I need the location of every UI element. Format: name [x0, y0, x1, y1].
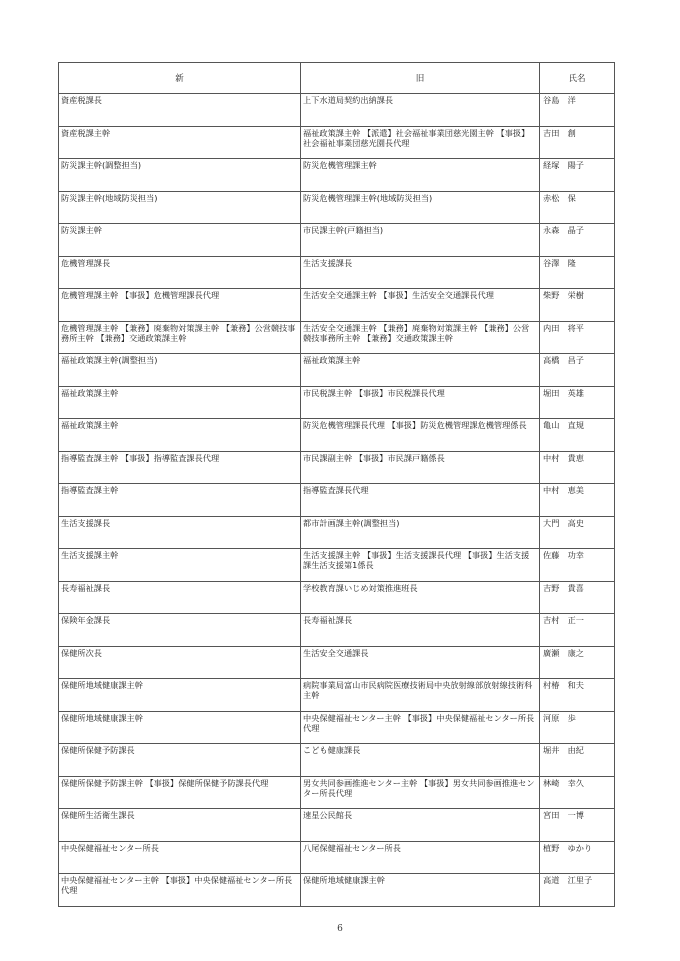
cell-name: 中村 貴恵 — [540, 451, 615, 484]
cell-new: 長寿福祉課長 — [59, 581, 301, 614]
table-row — [59, 191, 615, 224]
table-row — [59, 549, 615, 582]
table-row — [59, 289, 615, 322]
cell-old: 病院事業局富山市民病院医療技術局中央放射線部放射線技術科主幹 — [301, 679, 540, 712]
cell-new: 防災課主幹(調整担当) — [59, 159, 301, 192]
cell-new: 危機管理課主幹 【事扱】危機管理課長代理 — [59, 289, 301, 322]
cell-new: 生活支援課長 — [59, 516, 301, 549]
cell-name: 吉村 正一 — [540, 614, 615, 647]
cell-old: 市民税課主幹 【事扱】市民税課長代理 — [301, 386, 540, 419]
cell-new: 防災課主幹(地域防災担当) — [59, 191, 301, 224]
cell-name: 赤松 保 — [540, 191, 615, 224]
cell-name: 吉野 貴喜 — [540, 581, 615, 614]
cell-name: 谷島 洋 — [540, 94, 615, 127]
table-body — [59, 94, 615, 907]
cell-new: 保健所保健予防課長 — [59, 744, 301, 777]
cell-old: 保健所地域健康課主幹 — [301, 874, 540, 907]
cell-new: 保健所地域健康課主幹 — [59, 679, 301, 712]
table-row — [59, 386, 615, 419]
table-row — [59, 711, 615, 744]
table-row — [59, 354, 615, 387]
cell-name: 林崎 幸久 — [540, 776, 615, 809]
table-header-row — [59, 63, 615, 94]
cell-new: 指導監査課主幹 【事扱】指導監査課長代理 — [59, 451, 301, 484]
cell-old: 生活安全交通課主幹 【兼務】廃棄物対策課主幹 【兼務】公営競技事務所主幹 【兼務】交通政策課主幹 — [301, 321, 540, 354]
cell-old: 学校教育課いじめ対策推進班長 — [301, 581, 540, 614]
cell-name: 内田 将平 — [540, 321, 615, 354]
table-row — [59, 451, 615, 484]
cell-name: 村椿 和夫 — [540, 679, 615, 712]
cell-new: 中央保健福祉センター主幹 【事扱】中央保健福祉センター所長代理 — [59, 874, 301, 907]
cell-new: 危機管理課長 — [59, 256, 301, 289]
cell-old: 防災危機管理課長代理 【事扱】防災危機管理課危機管理係長 — [301, 419, 540, 452]
cell-old: 防災危機管理課主幹(地域防災担当) — [301, 191, 540, 224]
cell-old: 男女共同参画推進センター主幹 【事扱】男女共同参画推進センター所長代理 — [301, 776, 540, 809]
table-row — [59, 126, 615, 159]
cell-old: 中央保健福祉センター主幹 【事扱】中央保健福祉センター所長代理 — [301, 711, 540, 744]
cell-new: 保健所次長 — [59, 646, 301, 679]
cell-old: 市民課主幹(戸籍担当) — [301, 224, 540, 257]
cell-name: 大門 高史 — [540, 516, 615, 549]
table-row — [59, 321, 615, 354]
cell-name: 河原 歩 — [540, 711, 615, 744]
page-number: 6 — [337, 924, 343, 934]
cell-old: 生活安全交通課長 — [301, 646, 540, 679]
cell-name: 谷澤 隆 — [540, 256, 615, 289]
table-row — [59, 224, 615, 257]
cell-old: 市民課副主幹 【事扱】市民課戸籍係長 — [301, 451, 540, 484]
cell-old: 生活安全交通課主幹 【事扱】生活安全交通課長代理 — [301, 289, 540, 322]
personnel-table — [58, 62, 615, 907]
table-row — [59, 94, 615, 127]
cell-new: 中央保健福祉センター所長 — [59, 841, 301, 874]
cell-name: 高道 江里子 — [540, 874, 615, 907]
cell-name: 経塚 陽子 — [540, 159, 615, 192]
cell-new: 資産税課主幹 — [59, 126, 301, 159]
cell-old: 生活支援課長 — [301, 256, 540, 289]
cell-new: 保健所地域健康課主幹 — [59, 711, 301, 744]
header-old: 旧 — [301, 63, 540, 94]
cell-new: 生活支援課主幹 — [59, 549, 301, 582]
table-row — [59, 679, 615, 712]
header-name: 氏名 — [540, 63, 615, 94]
cell-new: 資産税課長 — [59, 94, 301, 127]
cell-name: 亀山 直規 — [540, 419, 615, 452]
cell-new: 福祉政策課主幹(調整担当) — [59, 354, 301, 387]
cell-new: 福祉政策課主幹 — [59, 386, 301, 419]
table-row — [59, 776, 615, 809]
cell-name: 廣瀬 康之 — [540, 646, 615, 679]
table-row — [59, 614, 615, 647]
cell-old: 防災危機管理課主幹 — [301, 159, 540, 192]
header-new: 新 — [59, 63, 301, 94]
cell-name: 植野 ゆかり — [540, 841, 615, 874]
cell-name: 柴野 栄樹 — [540, 289, 615, 322]
cell-new: 保険年金課長 — [59, 614, 301, 647]
table-row — [59, 874, 615, 907]
cell-new: 危機管理課主幹 【兼務】廃棄物対策課主幹 【兼務】公営競技事務所主幹 【兼務】交通政策課主幹 — [59, 321, 301, 354]
cell-new: 指導監査課主幹 — [59, 484, 301, 517]
cell-old: 生活支援課主幹 【事扱】生活支援課長代理 【事扱】生活支援課生活支援第1係長 — [301, 549, 540, 582]
cell-new: 保健所保健予防課主幹 【事扱】保健所保健予防課長代理 — [59, 776, 301, 809]
cell-old: 都市計画課主幹(調整担当) — [301, 516, 540, 549]
table-row — [59, 646, 615, 679]
table-row — [59, 419, 615, 452]
table-row — [59, 581, 615, 614]
cell-name: 吉田 創 — [540, 126, 615, 159]
cell-name: 堀井 由紀 — [540, 744, 615, 777]
table-row — [59, 809, 615, 842]
table-row — [59, 744, 615, 777]
table-row — [59, 256, 615, 289]
cell-old: 長寿福祉課長 — [301, 614, 540, 647]
cell-old: 速星公民館長 — [301, 809, 540, 842]
cell-new: 防災課主幹 — [59, 224, 301, 257]
table-row — [59, 159, 615, 192]
cell-new: 保健所生活衛生課長 — [59, 809, 301, 842]
table-row — [59, 484, 615, 517]
cell-name: 高橋 昌子 — [540, 354, 615, 387]
cell-old: こども健康課長 — [301, 744, 540, 777]
cell-name: 中村 恵美 — [540, 484, 615, 517]
cell-old: 指導監査課長代理 — [301, 484, 540, 517]
cell-old: 福祉政策課主幹 【派遣】社会福祉事業団慈光園主幹 【事扱】社会福祉事業団慈光園長代理 — [301, 126, 540, 159]
cell-old: 上下水道局契約出納課長 — [301, 94, 540, 127]
cell-name: 宮田 一博 — [540, 809, 615, 842]
cell-name: 永森 晶子 — [540, 224, 615, 257]
table-row — [59, 841, 615, 874]
cell-name: 堀田 英雄 — [540, 386, 615, 419]
cell-name: 佐藤 功幸 — [540, 549, 615, 582]
cell-new: 福祉政策課主幹 — [59, 419, 301, 452]
cell-old: 福祉政策課主幹 — [301, 354, 540, 387]
cell-old: 八尾保健福祉センター所長 — [301, 841, 540, 874]
table-row — [59, 516, 615, 549]
